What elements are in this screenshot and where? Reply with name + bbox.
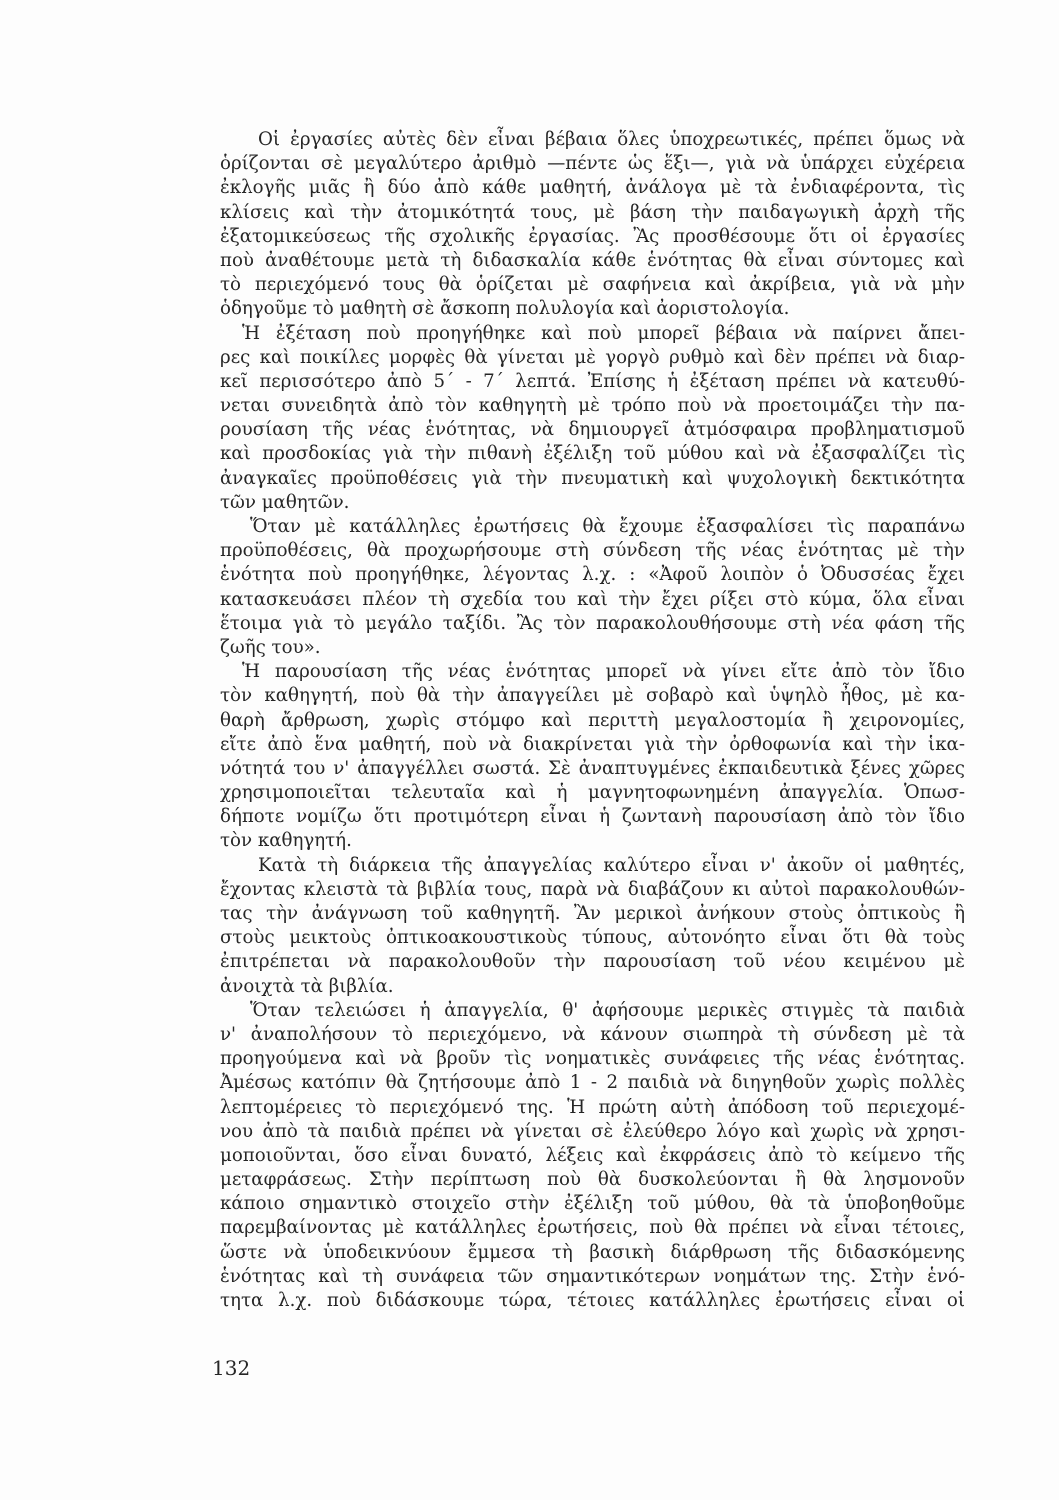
text-line: ρουσίαση τῆς νέας ἑνότητας, νὰ δημιουργεῖ ἀτμόσφαιρα προβληματισμοῦ [220,419,965,441]
text-line: ἑνότητας καὶ τὴ συνάφεια τῶν σημαντικότερων νοημάτων της. Στὴν ἑνό- [220,1265,965,1287]
text-line: νεται συνειδητὰ ἀπὸ τὸν καθηγητὴ μὲ τρόπο ποὺ νὰ προετοιμάζει τὴν πα- [220,395,965,417]
paragraph-3 [220,515,965,660]
text-line: προηγούμενα καὶ νὰ βροῦν τὶς νοηματικὲς συνάφειες τῆς νέας ἑνότητας. [220,1048,965,1070]
text-line: ν' ἀναπολήσουν τὸ περιεχόμενο, νὰ κάνουν σιωπηρὰ τὴ σύνδεση μὲ τὰ [220,1023,965,1045]
text-line: κλίσεις καὶ τὴν ἀτομικότητά τους, μὲ βάση τὴν παιδαγωγικὴ ἀρχὴ τῆς [220,201,965,223]
text-line: ἀνοιχτὰ τὰ βιβλία. [220,975,394,997]
paragraph-2 [220,322,965,516]
text-line: Ἡ παρουσίαση τῆς νέας ἑνότητας μπορεῖ νὰ γίνει εἴτε ἀπὸ τὸν ἴδιο [242,661,965,683]
text-line: ἔχοντας κλειστὰ τὰ βιβλία τους, παρὰ νὰ διαβάζουν κι αὐτοὶ παρακολουθών- [220,878,965,900]
text-line: Οἱ ἐργασίες αὐτὲς δὲν εἶναι βέβαια ὅλες ὑποχρεωτικές, πρέπει ὅμως νὰ [258,129,965,150]
text-line: Κατὰ τὴ διάρκεια τῆς ἀπαγγελίας καλύτερο εἶναι ν' ἀκοῦν οἱ μαθητές, [258,854,965,876]
text-line: στοὺς μεικτοὺς ὀπτικοακουστικοὺς τύπους, αὐτονόητο εἶναι ὅτι θὰ τοὺς [220,927,965,949]
text-line: λεπτομέρειες τὸ περιεχόμενό της. Ἡ πρώτη αὐτὴ ἀπόδοση τοῦ περιεχομέ- [220,1096,965,1118]
paragraph-1 [220,128,965,322]
text-line: εἴτε ἀπὸ ἕνα μαθητή, ποὺ νὰ διακρίνεται γιὰ τὴν ὀρθοφωνία καὶ τὴν ἱκα- [220,733,965,755]
text-line: Ὅταν τελειώσει ἡ ἀπαγγελία, θ' ἀφήσουμε μερικὲς στιγμὲς τὰ παιδιὰ [250,999,965,1021]
text-line: τὸν καθηγητή, ποὺ θὰ τὴν ἀπαγγείλει μὲ σοβαρὸ καὶ ὑψηλὸ ἦθος, μὲ κα- [220,685,965,707]
text-line: ζωῆς του». [220,636,321,658]
text-line: ἐπιτρέπεται νὰ παρακολουθοῦν τὴν παρουσίαση τοῦ νέου κειμένου μὲ [220,951,965,973]
text-line: τῶν μαθητῶν. [220,491,350,513]
text-line: τας τὴν ἀνάγνωση τοῦ καθηγητῆ. Ἂν μερικοὶ ἀνήκουν στοὺς ὀπτικοὺς ἢ [220,903,965,924]
text-line: νου ἀπὸ τὰ παιδιὰ πρέπει νὰ γίνεται σὲ ἐλεύθερο λόγο καὶ χωρὶς νὰ χρησι- [220,1120,965,1142]
text-line: κατασκευάσει πλέον τὴ σχεδία του καὶ τὴν ἔχει ρίξει στὸ κύμα, ὅλα εἶναι [220,588,965,610]
text-line: ὥστε νὰ ὑποδεικνύουν ἔμμεσα τὴ βασικὴ διάρθρωση τῆς διδασκόμενης [220,1241,965,1263]
text-line: Ἡ ἐξέταση ποὺ προηγήθηκε καὶ ποὺ μπορεῖ βέβαια νὰ παίρνει ἄπει- [242,322,965,344]
paragraph-5 [220,854,965,999]
text-line: καὶ προσδοκίας γιὰ τὴν πιθανὴ ἐξέλιξη τοῦ μύθου καὶ νὰ ἐξασφαλίζει τὶς [220,443,965,465]
text-line: Ὅταν μὲ κατάλληλες ἐρωτήσεις θὰ ἔχουμε ἐξασφαλίσει τὶς παραπάνω [250,516,965,537]
text-line: μοποιοῦνται, ὅσο εἶναι δυνατό, λέξεις καὶ ἐκφράσεις ἀπὸ τὸ κείμενο τῆς [220,1144,965,1166]
text-line: Ἀμέσως κατόπιν θὰ ζητήσουμε ἀπὸ 1 - 2 παιδιὰ νὰ διηγηθοῦν χωρὶς πολλὲς [220,1072,965,1094]
text-line: ἐξατομικεύσεως τῆς σχολικῆς ἐργασίας. Ἂς προσθέσουμε ὅτι οἱ ἐργασίες [220,225,965,247]
text-line: τὸ περιεχόμενό τους θὰ ὁρίζεται μὲ σαφήνεια καὶ ἀκρίβεια, γιὰ νὰ μὴν [220,274,965,296]
text-line: ἕτοιμα γιὰ τὸ μεγάλο ταξίδι. Ἂς τὸν παρακολουθήσουμε στὴ νέα φάση τῆς [220,612,965,634]
text-line: ὁρίζονται σὲ μεγαλύτερο ἀριθμὸ —πέντε ὡς ἕξι—, γιὰ νὰ ὑπάρχει εὐχέρεια [220,153,965,175]
paragraph-4 [220,660,965,854]
text-line: δήποτε νομίζω ὅτι προτιμότερη εἶναι ἡ ζωντανὴ παρουσίαση ἀπὸ τὸν ἴδιο [220,806,965,828]
text-line: χρησιμοποιεῖται τελευταῖα καὶ ἡ μαγνητοφωνημένη ἀπαγγελία. Ὁπωσ- [220,782,965,804]
text-line: κάποιο σημαντικὸ στοιχεῖο στὴν ἐξέλιξη τοῦ μύθου, θὰ τὰ ὑποβοηθοῦμε [220,1193,965,1215]
text-line: μεταφράσεως. Στὴν περίπτωση ποὺ θὰ δυσκολεύονται ἢ θὰ λησμονοῦν [220,1169,965,1191]
text-line: ποὺ ἀναθέτουμε μετὰ τὴ διδασκαλία κάθε ἑνότητας θὰ εἶναι σύντομες καὶ [220,249,965,271]
text-line: κεῖ περισσότερο ἀπὸ 5΄ - 7΄ λεπτά. Ἐπίσης ἡ ἐξέταση πρέπει νὰ κατευθύ- [220,370,965,392]
text-line: παρεμβαίνοντας μὲ κατάλληλες ἐρωτήσεις, ποὺ θὰ πρέπει νὰ εἶναι τέτοιες, [220,1217,965,1239]
paragraph-6 [220,999,965,1313]
text-line: προϋποθέσεις, θὰ προχωρήσουμε στὴ σύνδεση τῆς νέας ἑνότητας μὲ τὴν [220,540,965,562]
body-text [220,128,965,1313]
page-number: 132 [212,1356,251,1380]
text-line: ἑνότητα ποὺ προηγήθηκε, λέγοντας λ.χ. : «Ἀφοῦ λοιπὸν ὁ Ὀδυσσέας ἔχει [220,564,965,586]
text-line: θαρὴ ἄρθρωση, χωρὶς στόμφο καὶ περιττὴ μεγαλοστομία ἢ χειρονομίες, [220,709,965,731]
text-line: τὸν καθηγητή. [220,830,352,852]
text-line: ἐκλογῆς μιᾶς ἢ δύο ἀπὸ κάθε μαθητή, ἀνάλογα μὲ τὰ ἐνδιαφέροντα, τὶς [220,177,965,199]
text-line: ἀναγκαῖες προϋποθέσεις γιὰ τὴν πνευματικὴ καὶ ψυχολογικὴ δεκτικότητα [220,467,965,489]
text-line: τητα λ.χ. ποὺ διδάσκουμε τώρα, τέτοιες κατάλληλες ἐρωτήσεις εἶναι οἱ [220,1290,965,1311]
text-line: νότητά του ν' ἀπαγγέλλει σωστά. Σὲ ἀναπτυγμένες ἐκπαιδευτικὰ ξένες χῶρες [220,757,965,779]
text-line: ὁδηγοῦμε τὸ μαθητὴ σὲ ἄσκοπη πολυλογία καὶ ἀοριστολογία. [220,298,790,320]
text-line: ρες καὶ ποικίλες μορφὲς θὰ γίνεται μὲ γοργὸ ρυθμὸ καὶ δὲν πρέπει νὰ διαρ- [220,346,965,368]
